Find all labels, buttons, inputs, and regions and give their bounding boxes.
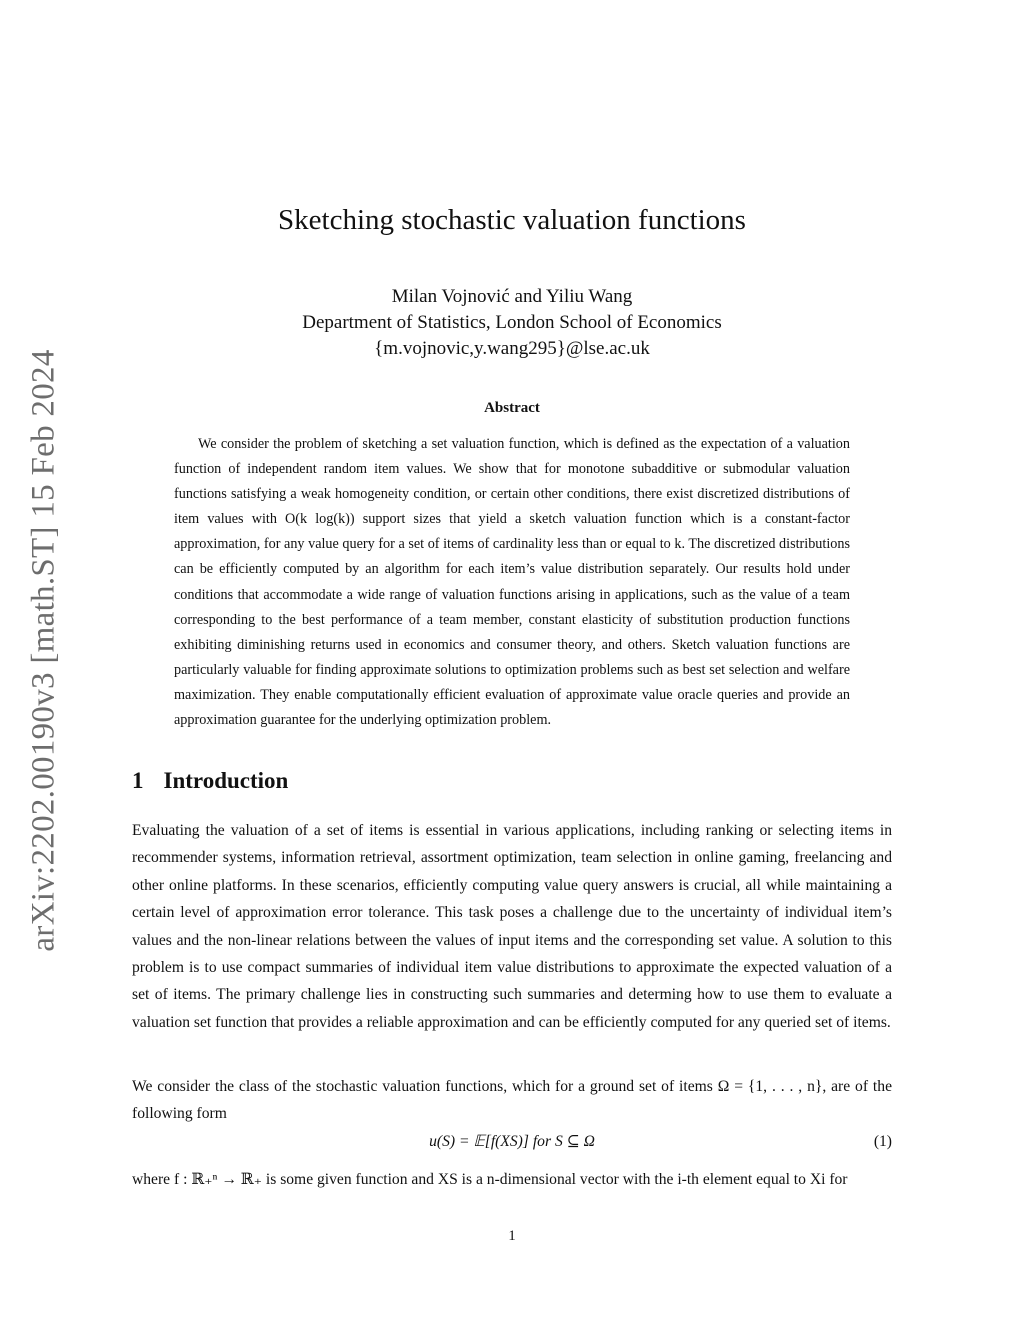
paper-title: Sketching stochastic valuation functions	[278, 204, 746, 236]
abstract-heading: Abstract	[484, 400, 540, 416]
intro-paragraph-2: We consider the class of the stochastic valuation functions, which for a ground set of items Ω = {1, . . . , n}, are of the following form	[132, 1078, 892, 1123]
intro-paragraph-3: where f : ℝ₊ⁿ → ℝ₊ is some given function and XS is a n-dimensional vector with the i-th element equal to Xi for	[132, 1171, 848, 1188]
intro-paragraph-1: Evaluating the valuation of a set of items is essential in various applications, including ranking or selecting items in recommender systems, information retrieval, assortment optimization, team selection in online gaming, freelancing and other online platforms. In these scenarios, efficiently computing value query answers is crucial, all while maintaining a certain level of approximation error tolerance. This task poses a challenge due to the uncertainty of individual item’s values and the non-linear relations between the values of input items and the corresponding set value. A solution to this problem is to use compact summaries of individual item value distributions to approximate the expected valuation of a set of items. The primary challenge lies in constructing such summaries and determing how to use them to evaluate a valuation set function that provides a reliable approximation and can be efficiently computed for any queried set of items.	[132, 822, 892, 1031]
author-block	[0, 284, 1024, 362]
equation-number: (1)	[873, 1133, 892, 1150]
page-number: 1	[508, 1228, 516, 1244]
equation-body: u(S) = 𝔼[f(XS)] for S ⊆ Ω	[429, 1133, 595, 1150]
section-number: 1	[132, 768, 144, 793]
equation-1	[132, 1129, 892, 1155]
abstract-text: We consider the problem of sketching a set valuation function, which is defined as the expectation of a valuation function of independent random item values. We show that for monotone subadditive or submodular valuation functions satisfying a weak homogeneity condition, or certain other conditions, there exist discretized distributions of item values with O(k log(k)) support sizes that yield a sketch valuation function which is a constant-factor approximation, for any value query for a set of items of cardinality less than or equal to k. The discretized distributions can be efficiently computed by an algorithm for each item’s value distribution separately. Our results hold under conditions that accommodate a wide range of valuation functions arising in applications, such as the value of a team corresponding to the best performance of a team member, constant elasticity of substitution production functions exhibiting diminishing returns used in economics and consumer theory, and others. Sketch valuation functions are particularly valuable for finding approximate solutions to optimization problems such as best set selection and welfare maximization. They enable computationally efficient evaluation of approximate value oracle queries and provide an approximation guarantee for the underlying optimization problem.	[174, 436, 850, 729]
affiliation: Department of Statistics, London School of Economics	[302, 312, 722, 333]
arxiv-stamp	[22, 340, 66, 960]
arxiv-stamp-text: arXiv:2202.00190v3 [math.ST] 15 Feb 2024	[25, 348, 62, 952]
email: {m.vojnovic,y.wang295}@lse.ac.uk	[374, 338, 650, 359]
section-title: Introduction	[163, 768, 289, 793]
authors: Milan Vojnović and Yiliu Wang	[391, 286, 633, 307]
section-heading	[132, 768, 288, 794]
